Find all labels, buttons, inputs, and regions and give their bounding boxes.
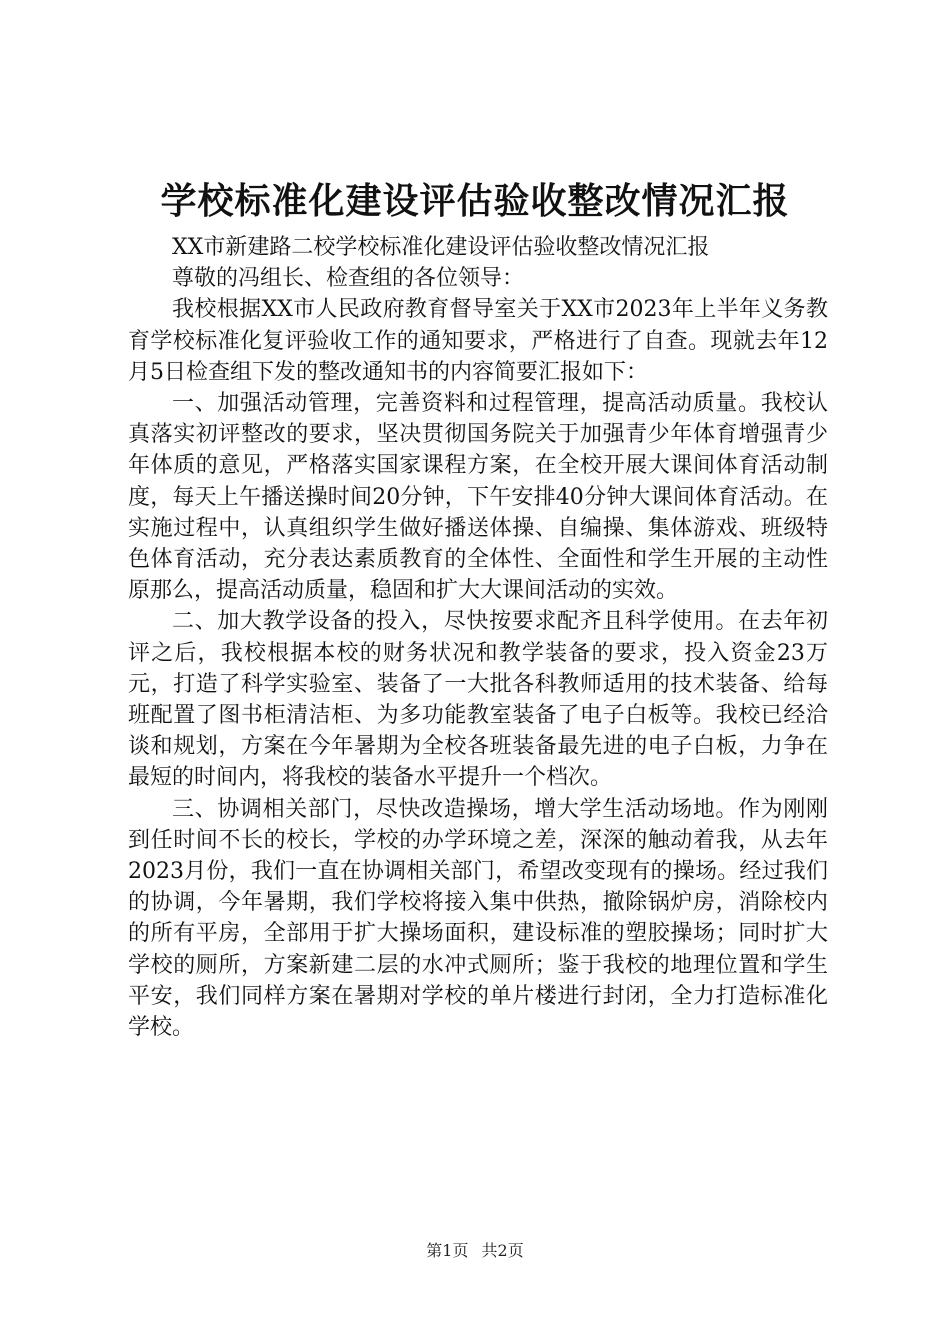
- paragraph-section-2: 二、加大教学设备的投入，尽快按要求配齐且科学使用。在去年初评之后，我校根据本校的财务状况和教学装备的要求，投入资金23万元，打造了科学实验室、装备了一大批各科教师适用的技术装备、给每班配置了图书柜清洁柜、为多功能教室装备了电子白板等。我校已经洽谈和规划，方案在今年暑期为全校各班装备最先进的电子白板，力争在最短的时间内，将我校的装备水平提升一个档次。: [128, 609, 828, 791]
- document-body: [128, 232, 828, 1043]
- paragraph-intro: 我校根据XX市人民政府教育督导室关于XX市2023年上半年义务教育学校标准化复评验收工作的通知要求，严格进行了自查。现就去年12月5日检查组下发的整改通知书的内容简要汇报如下：: [128, 297, 828, 385]
- page-number-total: 共2页: [481, 1241, 524, 1260]
- paragraph-section-3: 三、协调相关部门，尽快改造操场，增大学生活动场地。作为刚刚到任时间不长的校长，学校的办学环境之差，深深的触动着我，从去年2023月份，我们一直在协调相关部门，希望改变现有的操场。经过我们的协调，今年暑期，我们学校将接入集中供热，撤除锅炉房，消除校内的所有平房，全部用于扩大操场面积，建设标准的塑胶操场；同时扩大学校的厕所，方案新建二层的水冲式厕所；鉴于我校的地理位置和学生平安，我们同样方案在暑期对学校的单片楼进行封闭，全力打造标准化学校。: [128, 796, 828, 1041]
- paragraph-section-1: 一、加强活动管理，完善资料和过程管理，提高活动质量。我校认真落实初评整改的要求，坚决贯彻国务院关于加强青少年体育增强青少年体质的意见，严格落实国家课程方案，在全校开展大课间体育活动制度，每天上午播送操时间20分钟，下午安排40分钟大课间体育活动。在实施过程中，认真组织学生做好播送体操、自编操、集体游戏、班级特色体育活动，充分表达素质教育的全体性、全面性和学生开展的主动性原那么，提高活动质量，稳固和扩大大课间活动的实效。: [128, 391, 828, 604]
- page-footer: [0, 1238, 950, 1261]
- greeting: 尊敬的冯组长、检查组的各位领导：: [172, 266, 525, 292]
- page-number-current: 第1页: [426, 1241, 469, 1260]
- document-subtitle: XX市新建路二校学校标准化建设评估验收整改情况汇报: [172, 235, 710, 260]
- document-title: 学校标准化建设评估验收整改情况汇报: [160, 180, 790, 222]
